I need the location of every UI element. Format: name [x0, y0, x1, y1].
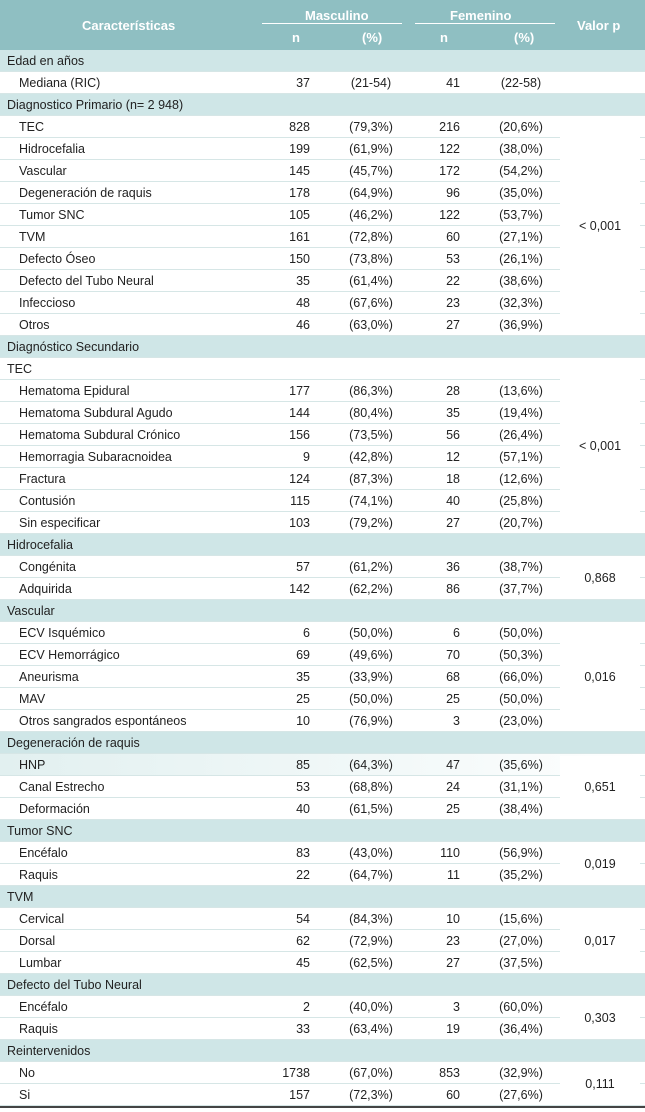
table-row: [0, 226, 645, 248]
masculino-pct-cell: (74,1%): [349, 494, 393, 508]
row-label: Otros sangrados espontáneos: [19, 714, 187, 728]
femenino-n-cell: 18: [446, 472, 460, 486]
table-row: [0, 424, 645, 446]
femenino-n-cell: 68: [446, 670, 460, 684]
femenino-n-cell: 27: [446, 956, 460, 970]
femenino-pct-cell: (56,9%): [499, 846, 543, 860]
table-row: [0, 402, 645, 424]
header-caracteristicas: Características: [82, 18, 176, 33]
masculino-pct-cell: (67,6%): [349, 296, 393, 310]
masculino-pct-cell: (61,2%): [349, 560, 393, 574]
femenino-n-cell: 3: [453, 714, 460, 728]
femenino-n-cell: 25: [446, 802, 460, 816]
table-row: [0, 116, 645, 138]
femenino-n-cell: 12: [446, 450, 460, 464]
row-label: Otros: [19, 318, 50, 332]
table-row: [0, 710, 645, 732]
masculino-pct-cell: (86,3%): [349, 384, 393, 398]
femenino-n-cell: 110: [440, 846, 460, 860]
table-row: [0, 864, 645, 886]
masculino-n-cell: 115: [290, 494, 310, 508]
p-value-cell: < 0,001: [560, 118, 640, 334]
masculino-n-cell: 54: [296, 912, 310, 926]
masculino-n-cell: 40: [296, 802, 310, 816]
femenino-n-cell: 23: [446, 934, 460, 948]
table-row: [0, 622, 645, 644]
femenino-pct-cell: (26,4%): [499, 428, 543, 442]
section-row: [0, 600, 645, 622]
row-label: Degeneración de raquis: [7, 736, 140, 750]
masculino-pct-cell: (33,9%): [349, 670, 393, 684]
femenino-pct-cell: (50,0%): [499, 692, 543, 706]
row-label: Defecto del Tubo Neural: [7, 978, 142, 992]
section-row: [0, 336, 645, 358]
table-row: [0, 688, 645, 710]
table-row: [0, 666, 645, 688]
masculino-pct-cell: (40,0%): [349, 1000, 393, 1014]
femenino-pct-cell: (37,5%): [499, 956, 543, 970]
table-row: [0, 160, 645, 182]
masculino-n-cell: 33: [296, 1022, 310, 1036]
row-label: HNP: [19, 758, 46, 772]
row-label: Tumor SNC: [19, 208, 85, 222]
masculino-pct-cell: (79,3%): [349, 120, 393, 134]
masculino-n-cell: 25: [296, 692, 310, 706]
femenino-n-cell: 23: [446, 296, 460, 310]
table-row: [0, 908, 645, 930]
p-value-cell: < 0,001: [560, 360, 640, 532]
p-value-cell: 0,303: [560, 998, 640, 1038]
masculino-pct-cell: (87,3%): [349, 472, 393, 486]
p-value-cell: 0,019: [560, 844, 640, 884]
masculino-pct-cell: (73,5%): [349, 428, 393, 442]
femenino-n-cell: 36: [446, 560, 460, 574]
femenino-pct-cell: (38,6%): [499, 274, 543, 288]
femenino-n-cell: 70: [446, 648, 460, 662]
femenino-n-cell: 853: [439, 1066, 460, 1080]
masculino-pct-cell: (62,5%): [349, 956, 393, 970]
table-row: [0, 446, 645, 468]
masculino-n-cell: 22: [296, 868, 310, 882]
p-value-cell: 0,017: [560, 910, 640, 972]
row-label: Adquirida: [19, 582, 72, 596]
table-row: [0, 248, 645, 270]
row-label: Vascular: [7, 604, 55, 618]
femenino-pct-cell: (50,0%): [499, 626, 543, 640]
row-label: Congénita: [19, 560, 76, 574]
masculino-pct-cell: (43,0%): [349, 846, 393, 860]
femenino-n-cell: 216: [439, 120, 460, 134]
row-label: Fractura: [19, 472, 66, 486]
table-header: [0, 0, 645, 50]
masculino-pct-cell: (61,4%): [349, 274, 393, 288]
row-label: Hematoma Subdural Agudo: [19, 406, 173, 420]
femenino-pct-cell: (23,0%): [499, 714, 543, 728]
header-divider-femenino: [415, 23, 555, 24]
femenino-pct-cell: (32,9%): [499, 1066, 543, 1080]
section-row: [0, 886, 645, 908]
femenino-n-cell: 60: [446, 230, 460, 244]
header-femenino-n: n: [440, 30, 448, 45]
section-row: [0, 50, 645, 72]
masculino-pct-cell: (62,2%): [349, 582, 393, 596]
masculino-pct-cell: (63,4%): [349, 1022, 393, 1036]
femenino-pct-cell: (38,0%): [499, 142, 543, 156]
masculino-n-cell: 150: [289, 252, 310, 266]
femenino-n-cell: 47: [446, 758, 460, 772]
femenino-n-cell: 10: [446, 912, 460, 926]
table-row: [0, 380, 645, 402]
masculino-pct-cell: (72,9%): [349, 934, 393, 948]
femenino-n-cell: 27: [446, 516, 460, 530]
masculino-pct-cell: (63,0%): [349, 318, 393, 332]
row-label: Mediana (RIC): [19, 76, 101, 90]
masculino-pct-cell: (73,8%): [349, 252, 393, 266]
section-row: [0, 94, 645, 116]
masculino-n-cell: 48: [296, 296, 310, 310]
masculino-pct-cell: (84,3%): [349, 912, 393, 926]
femenino-n-cell: 56: [446, 428, 460, 442]
table-row: [0, 490, 645, 512]
masculino-pct-cell: (67,0%): [349, 1066, 393, 1080]
femenino-n-cell: 122: [439, 208, 460, 222]
femenino-pct-cell: (31,1%): [499, 780, 543, 794]
table-row: [0, 556, 645, 578]
masculino-n-cell: 37: [296, 76, 310, 90]
femenino-n-cell: 24: [446, 780, 460, 794]
femenino-n-cell: 96: [446, 186, 460, 200]
masculino-pct-cell: (49,6%): [349, 648, 393, 662]
masculino-n-cell: 6: [303, 626, 310, 640]
femenino-pct-cell: (36,9%): [499, 318, 543, 332]
femenino-n-cell: 53: [446, 252, 460, 266]
row-label: Deformación: [19, 802, 90, 816]
masculino-pct-cell: (21-54): [350, 76, 392, 90]
femenino-pct-cell: (15,6%): [499, 912, 543, 926]
table-row: [0, 270, 645, 292]
row-label: Reintervenidos: [7, 1044, 91, 1058]
femenino-pct-cell: (35,2%): [499, 868, 543, 882]
row-label: Dorsal: [19, 934, 56, 948]
section-row: [0, 1040, 645, 1062]
masculino-pct-cell: (80,4%): [349, 406, 393, 420]
header-femenino: Femenino: [450, 8, 512, 23]
row-label: Diagnostico Primario (n= 2 948): [7, 98, 184, 112]
row-label: Vascular: [19, 164, 67, 178]
femenino-n-cell: 41: [446, 76, 460, 90]
masculino-n-cell: 69: [296, 648, 310, 662]
femenino-pct-cell: (19,4%): [499, 406, 543, 420]
femenino-n-cell: 27: [446, 318, 460, 332]
femenino-n-cell: 28: [446, 384, 460, 398]
femenino-pct-cell: (57,1%): [499, 450, 543, 464]
femenino-n-cell: 3: [453, 1000, 460, 1014]
masculino-pct-cell: (61,5%): [349, 802, 393, 816]
row-label: TVM: [19, 230, 46, 244]
header-masculino: Masculino: [305, 8, 369, 23]
femenino-n-cell: 6: [453, 626, 460, 640]
femenino-pct-cell: (35,6%): [499, 758, 543, 772]
table-row: [0, 996, 645, 1018]
table-row: [0, 292, 645, 314]
masculino-pct-cell: (72,3%): [349, 1088, 393, 1102]
p-value-cell: 0,651: [560, 756, 640, 818]
row-label: Contusión: [19, 494, 76, 508]
header-masculino-pct: (%): [362, 30, 383, 45]
femenino-pct-cell: (25,8%): [499, 494, 543, 508]
section-row: [0, 974, 645, 996]
masculino-n-cell: 46: [296, 318, 310, 332]
row-label: ECV Isquémico: [19, 626, 106, 640]
row-label: Aneurisma: [19, 670, 79, 684]
femenino-n-cell: 25: [446, 692, 460, 706]
femenino-n-cell: 40: [446, 494, 460, 508]
row-label: Raquis: [19, 1022, 58, 1036]
femenino-pct-cell: (27,6%): [499, 1088, 543, 1102]
masculino-n-cell: 103: [289, 516, 310, 530]
masculino-pct-cell: (79,2%): [349, 516, 393, 530]
row-label: Si: [19, 1088, 31, 1102]
table-row: [0, 314, 645, 336]
masculino-n-cell: 157: [289, 1088, 310, 1102]
masculino-n-cell: 142: [289, 582, 310, 596]
femenino-pct-cell: (60,0%): [499, 1000, 543, 1014]
table-row: [0, 512, 645, 534]
masculino-n-cell: 124: [289, 472, 310, 486]
row-label: Lumbar: [19, 956, 62, 970]
table-row: [0, 72, 645, 94]
row-label: Raquis: [19, 868, 58, 882]
femenino-pct-cell: (12,6%): [499, 472, 543, 486]
row-label: MAV: [19, 692, 46, 706]
masculino-n-cell: 62: [296, 934, 310, 948]
header-femenino-pct: (%): [514, 30, 535, 45]
row-label: Infeccioso: [19, 296, 76, 310]
row-label: Hidrocefalia: [19, 142, 86, 156]
masculino-n-cell: 177: [289, 384, 310, 398]
masculino-pct-cell: (76,9%): [349, 714, 393, 728]
row-label: TVM: [7, 890, 34, 904]
masculino-n-cell: 2: [303, 1000, 310, 1014]
masculino-pct-cell: (64,7%): [349, 868, 393, 882]
table-row: [0, 776, 645, 798]
table-row: [0, 952, 645, 974]
masculino-n-cell: 10: [296, 714, 310, 728]
table-row: [0, 204, 645, 226]
femenino-n-cell: 19: [446, 1022, 460, 1036]
femenino-pct-cell: (50,3%): [499, 648, 543, 662]
femenino-pct-cell: (38,7%): [499, 560, 543, 574]
masculino-n-cell: 45: [296, 956, 310, 970]
header-valor-p: Valor p: [577, 18, 621, 33]
table-row: [0, 930, 645, 952]
masculino-n-cell: 156: [289, 428, 310, 442]
femenino-n-cell: 172: [439, 164, 460, 178]
table-row: [0, 754, 645, 776]
masculino-n-cell: 105: [289, 208, 310, 222]
masculino-n-cell: 145: [289, 164, 310, 178]
p-value-cell: 0,016: [560, 624, 640, 730]
row-label: Hematoma Epidural: [19, 384, 130, 398]
femenino-n-cell: 122: [439, 142, 460, 156]
masculino-n-cell: 35: [296, 670, 310, 684]
masculino-n-cell: 161: [289, 230, 310, 244]
table-row: [0, 182, 645, 204]
section-row: [0, 732, 645, 754]
masculino-pct-cell: (68,8%): [349, 780, 393, 794]
masculino-pct-cell: (46,2%): [349, 208, 393, 222]
header-masculino-n: n: [292, 30, 300, 45]
row-label: Hidrocefalia: [7, 538, 74, 552]
femenino-pct-cell: (66,0%): [499, 670, 543, 684]
femenino-pct-cell: (20,6%): [499, 120, 543, 134]
row-label: No: [19, 1066, 35, 1080]
femenino-pct-cell: (13,6%): [499, 384, 543, 398]
masculino-pct-cell: (50,0%): [349, 692, 393, 706]
p-value-cell: 0,111: [560, 1064, 640, 1104]
masculino-pct-cell: (72,8%): [349, 230, 393, 244]
masculino-n-cell: 1738: [282, 1066, 310, 1080]
masculino-n-cell: 178: [289, 186, 310, 200]
femenino-pct-cell: (35,0%): [499, 186, 543, 200]
femenino-n-cell: 11: [447, 868, 460, 882]
row-label: Degeneración de raquis: [19, 186, 152, 200]
table-body: [0, 50, 645, 1106]
femenino-n-cell: 22: [446, 274, 460, 288]
femenino-pct-cell: (22-58): [500, 76, 542, 90]
table-row: [0, 138, 645, 160]
masculino-n-cell: 199: [289, 142, 310, 156]
row-label: Sin especificar: [19, 516, 101, 530]
masculino-pct-cell: (64,9%): [349, 186, 393, 200]
femenino-pct-cell: (38,4%): [499, 802, 543, 816]
masculino-pct-cell: (64,3%): [349, 758, 393, 772]
row-label: TEC: [7, 362, 32, 376]
femenino-pct-cell: (20,7%): [499, 516, 543, 530]
row-label: Diagnóstico Secundario: [7, 340, 140, 354]
row-label: Cervical: [19, 912, 65, 926]
table-row: [0, 798, 645, 820]
section-row: [0, 820, 645, 842]
masculino-n-cell: 85: [296, 758, 310, 772]
table-row: [0, 1062, 645, 1084]
masculino-n-cell: 144: [289, 406, 310, 420]
table-row: [0, 1018, 645, 1040]
section-row: [0, 534, 645, 556]
masculino-pct-cell: (61,9%): [349, 142, 393, 156]
row-label: Encéfalo: [19, 1000, 68, 1014]
table-row: [0, 578, 645, 600]
femenino-pct-cell: (36,4%): [499, 1022, 543, 1036]
row-label: Tumor SNC: [7, 824, 73, 838]
subsection-row: [0, 358, 645, 380]
masculino-n-cell: 9: [303, 450, 310, 464]
row-label: Encéfalo: [19, 846, 68, 860]
row-label: Hemorragia Subaracnoidea: [19, 450, 172, 464]
row-label: Defecto Óseo: [19, 252, 96, 266]
row-label: Defecto del Tubo Neural: [19, 274, 154, 288]
table-bottom-rule: [0, 1106, 645, 1108]
masculino-pct-cell: (45,7%): [349, 164, 393, 178]
table-row: [0, 1084, 645, 1106]
masculino-n-cell: 57: [296, 560, 310, 574]
row-label: Edad en años: [7, 54, 85, 68]
table-row: [0, 644, 645, 666]
femenino-n-cell: 35: [446, 406, 460, 420]
masculino-n-cell: 828: [289, 120, 310, 134]
masculino-pct-cell: (50,0%): [349, 626, 393, 640]
femenino-pct-cell: (54,2%): [499, 164, 543, 178]
masculino-pct-cell: (42,8%): [349, 450, 393, 464]
row-label: Hematoma Subdural Crónico: [19, 428, 181, 442]
femenino-pct-cell: (27,0%): [499, 934, 543, 948]
femenino-pct-cell: (26,1%): [499, 252, 543, 266]
row-label: Canal Estrecho: [19, 780, 105, 794]
femenino-pct-cell: (27,1%): [499, 230, 543, 244]
table-row: [0, 842, 645, 864]
header-divider-masculino: [262, 23, 402, 24]
p-value-cell: 0,868: [560, 558, 640, 598]
table-row: [0, 468, 645, 490]
femenino-n-cell: 86: [446, 582, 460, 596]
masculino-n-cell: 83: [296, 846, 310, 860]
row-label: TEC: [19, 120, 44, 134]
masculino-n-cell: 35: [296, 274, 310, 288]
femenino-pct-cell: (53,7%): [499, 208, 543, 222]
femenino-pct-cell: (37,7%): [499, 582, 543, 596]
row-label: ECV Hemorrágico: [19, 648, 120, 662]
femenino-pct-cell: (32,3%): [499, 296, 543, 310]
femenino-n-cell: 60: [446, 1088, 460, 1102]
masculino-n-cell: 53: [296, 780, 310, 794]
